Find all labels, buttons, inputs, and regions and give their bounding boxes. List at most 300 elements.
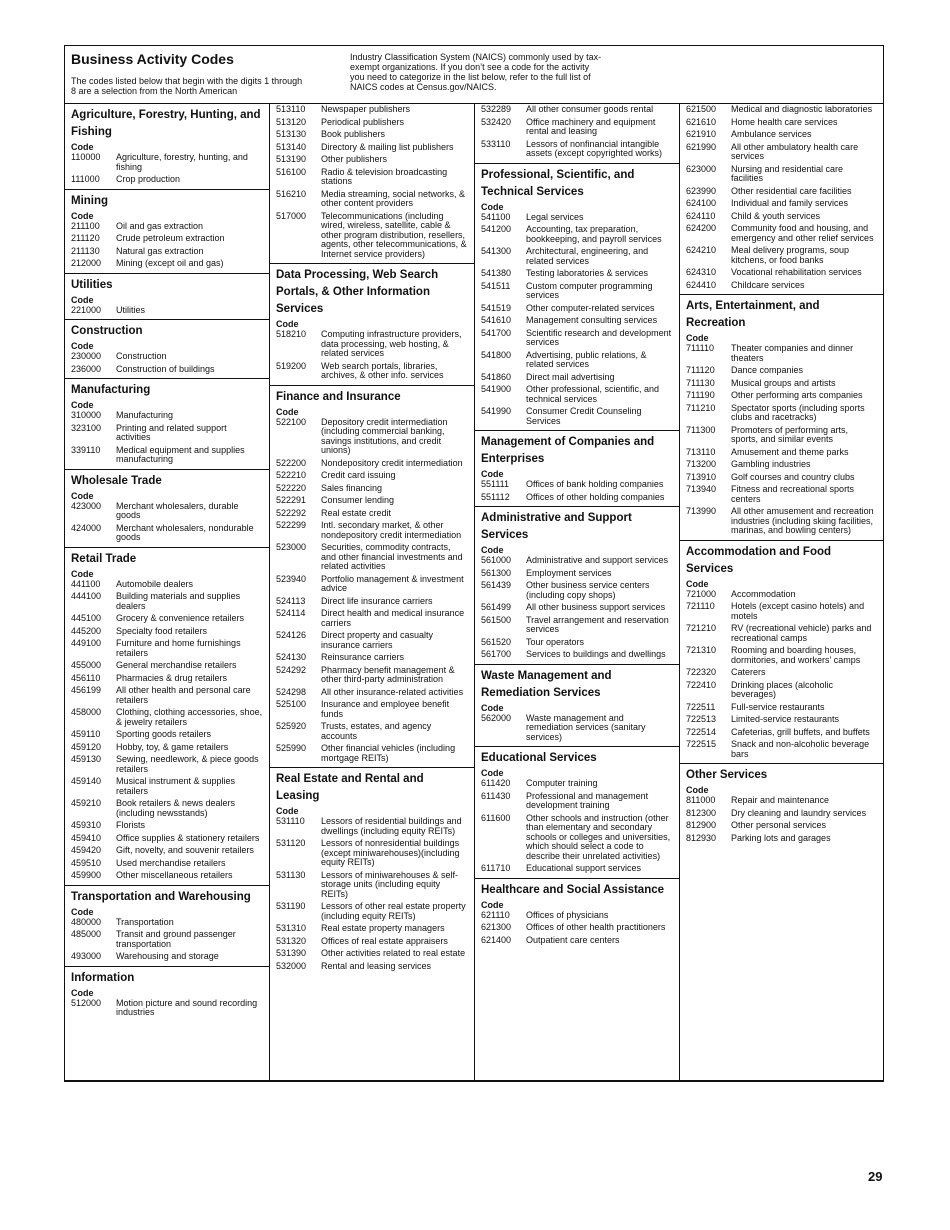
activity-description: All other amusement and recreation industries (including skiing facilities, marinas, and bowling centers) <box>731 506 874 535</box>
activity-description: Child & youth services <box>731 210 821 221</box>
naics-code: 445100 <box>71 613 102 623</box>
naics-code: 513140 <box>276 141 307 152</box>
activity-description: Administrative and support services <box>526 555 669 565</box>
activity-description: Offices of real estate appraisers <box>321 935 448 946</box>
code-row <box>686 224 877 243</box>
activity-description: Agriculture, forestry, hunting, and fishing <box>116 152 248 172</box>
naics-code: 541860 <box>481 371 512 382</box>
column-1 <box>65 103 270 1081</box>
code-row <box>481 140 673 159</box>
activity-description: Automobile dealers <box>116 578 194 589</box>
naics-code: 522292 <box>276 507 307 518</box>
code-row <box>276 143 468 153</box>
code-column-header: Code <box>481 545 504 555</box>
activity-description: Specialty food retailers <box>116 625 208 636</box>
column-2 <box>270 103 475 1081</box>
code-row <box>71 175 263 185</box>
code-row <box>276 817 468 836</box>
code-row <box>686 212 877 222</box>
activity-description: Parking lots and garages <box>731 832 831 843</box>
activity-description: Theater companies and dinner theaters <box>731 343 854 363</box>
naics-code: 531110 <box>276 816 305 826</box>
code-column-header: Code <box>71 987 94 998</box>
naics-code: 541380 <box>481 268 512 278</box>
activity-description: Transit and ground passenger transportation <box>116 929 236 949</box>
section-title: Waste Management and Remediation Services <box>481 669 612 699</box>
naics-code: 524292 <box>276 664 307 675</box>
naics-code: 611600 <box>481 812 511 823</box>
naics-code: 621610 <box>686 116 717 127</box>
naics-code: 230000 <box>71 351 102 361</box>
activity-description: Amusement and theme parks <box>731 446 849 457</box>
code-row <box>481 569 673 579</box>
section-title: Administrative and Support Services <box>481 512 632 541</box>
activity-description: All other business support services <box>526 602 666 612</box>
naics-code: 721310 <box>686 645 717 655</box>
activity-description: Periodical publishers <box>321 116 405 127</box>
activity-description: Direct property and casualty insurance carriers <box>321 630 434 650</box>
activity-description: Computer training <box>526 778 598 788</box>
code-row <box>276 362 468 381</box>
naics-code: 624110 <box>686 210 716 221</box>
code-row <box>481 493 673 503</box>
naics-code: 456110 <box>71 672 101 683</box>
code-column-header: Code <box>71 568 94 579</box>
naics-code: 493000 <box>71 951 102 961</box>
naics-code: 531320 <box>276 935 307 946</box>
activity-description: Consumer Credit Counseling Services <box>526 406 642 426</box>
activity-description: Direct mail advertising <box>526 371 615 382</box>
activity-description: Golf courses and country clubs <box>731 471 855 482</box>
naics-code: 444100 <box>71 591 102 601</box>
industry-section <box>475 430 679 506</box>
activity-description: Merchant wholesalers, durable goods <box>116 500 239 520</box>
naics-code: 533110 <box>481 138 511 149</box>
code-column-header: Code <box>71 906 94 917</box>
activity-description: Rental and leasing services <box>321 960 432 971</box>
activity-description: Directory & mailing list publishers <box>321 141 454 152</box>
activity-description: Media streaming, social networks, & other content providers <box>321 188 466 208</box>
code-row <box>686 668 877 678</box>
naics-code: 516210 <box>276 188 307 199</box>
naics-code: 541519 <box>481 302 512 313</box>
naics-code: 455000 <box>71 660 102 670</box>
naics-code: 713990 <box>686 506 717 516</box>
activity-description: Real estate property managers <box>321 923 445 933</box>
activity-description: Oil and gas extraction <box>116 220 204 231</box>
activity-description: Drinking places (alcoholic beverages) <box>731 679 834 699</box>
code-row <box>71 846 263 856</box>
code-row <box>481 118 673 137</box>
code-column-header: Code <box>276 406 299 417</box>
activity-description: Web search portals, libraries, archives, & other info. services <box>321 360 444 380</box>
activity-description: Telecommunications (including wired, wireless, satellite, cable & other program distribution, resellers, agents, other telecommunications, & Internet service providers) <box>321 210 467 259</box>
code-row <box>686 646 877 665</box>
section-title: Professional, Scientific, and Technical Services <box>481 168 635 198</box>
naics-code: 721000 <box>686 588 717 599</box>
code-row <box>276 653 468 663</box>
activity-description: Lessors of residential buildings and dwellings (including equity REITs) <box>321 816 462 836</box>
code-row <box>71 639 263 658</box>
code-row <box>481 407 673 426</box>
code-row <box>481 105 673 115</box>
code-row <box>481 936 673 946</box>
activity-description: Childcare services <box>731 279 805 290</box>
industry-section <box>65 189 269 273</box>
code-row <box>276 666 468 685</box>
naics-code: 624100 <box>686 198 717 208</box>
activity-description: Outpatient care centers <box>526 934 620 945</box>
code-column-header: Code <box>71 490 94 501</box>
code-row <box>276 871 468 900</box>
activity-description: General merchandise retailers <box>116 660 237 670</box>
activity-description: All other ambulatory health care services <box>731 141 859 161</box>
code-row <box>276 597 468 607</box>
code-row <box>71 859 263 869</box>
activity-description: Gambling industries <box>731 459 811 469</box>
activity-description: Cafeterias, grill buffets, and buffets <box>731 726 870 737</box>
code-row <box>71 153 263 172</box>
code-column-header: Code <box>481 201 504 212</box>
section-title: Healthcare and Social Assistance <box>481 883 665 896</box>
naics-code: 516100 <box>276 166 307 177</box>
code-row <box>71 834 263 844</box>
naics-code: 621300 <box>481 922 512 932</box>
activity-description: Vocational rehabilitation services <box>731 267 862 277</box>
code-row <box>686 391 877 401</box>
industry-section <box>270 767 474 975</box>
industry-section <box>65 273 269 320</box>
code-row <box>276 496 468 506</box>
code-row <box>686 602 877 621</box>
activity-description: Mining (except oil and gas) <box>116 258 224 268</box>
code-row <box>71 918 263 928</box>
naics-code: 221000 <box>71 304 102 315</box>
naics-code: 459130 <box>71 754 102 764</box>
naics-code: 524130 <box>276 652 307 662</box>
activity-description: Professional and management development training <box>526 790 649 810</box>
naics-code: 623000 <box>686 163 717 174</box>
activity-description: Printing and related support activities <box>116 422 227 442</box>
industry-section <box>475 878 679 950</box>
page-title: Business Activity Codes <box>71 51 234 67</box>
activity-description: Legal services <box>526 211 584 222</box>
code-row <box>686 246 877 265</box>
code-column-header: Code <box>481 768 504 778</box>
code-row <box>71 352 263 362</box>
code-row <box>71 743 263 753</box>
activity-description: Other publishers <box>321 154 388 164</box>
code-row <box>276 609 468 628</box>
code-column-header: Code <box>71 210 94 221</box>
industry-section <box>680 294 883 540</box>
section-title: Agriculture, Forestry, Hunting, and Fishing <box>71 109 261 138</box>
activity-description: Tour operators <box>526 636 585 647</box>
naics-code: 621910 <box>686 129 717 139</box>
code-row <box>481 480 673 490</box>
naics-code: 459310 <box>71 820 102 830</box>
code-row <box>686 404 877 423</box>
naics-code: 812930 <box>686 832 717 843</box>
code-row <box>276 924 468 934</box>
industry-section <box>475 506 679 664</box>
code-row <box>71 674 263 684</box>
code-row <box>276 155 468 165</box>
section-title: Mining <box>71 194 109 207</box>
naics-code: 713910 <box>686 471 717 482</box>
naics-code: 310000 <box>71 410 102 420</box>
code-row <box>276 839 468 868</box>
code-row <box>686 809 877 819</box>
naics-code: 449100 <box>71 638 102 648</box>
industry-section <box>65 966 269 1022</box>
activity-description: Other performing arts companies <box>731 390 863 400</box>
naics-code: 541800 <box>481 349 512 360</box>
activity-description: Grocery & convenience retailers <box>116 613 245 623</box>
code-row <box>276 105 468 115</box>
activity-description: Offices of other holding companies <box>526 491 665 502</box>
activity-description: Newspaper publishers <box>321 104 411 114</box>
activity-description: Dry cleaning and laundry services <box>731 807 867 818</box>
activity-description: Travel arrangement and reservation services <box>526 614 669 634</box>
naics-code: 541200 <box>481 224 512 234</box>
code-row <box>71 999 263 1018</box>
activity-description: Motion picture and sound recording industries <box>116 997 258 1017</box>
naics-code: 518210 <box>276 329 307 339</box>
code-row <box>71 930 263 949</box>
naics-code: 211130 <box>71 245 100 256</box>
activity-description: Employment services <box>526 567 612 578</box>
activity-description: Lessors of miniwarehouses & self-storage units (including equity REITs) <box>321 869 459 899</box>
activity-description: Full-service restaurants <box>731 701 825 712</box>
naics-code: 541610 <box>481 315 512 325</box>
naics-code: 424000 <box>71 522 102 533</box>
naics-code: 531310 <box>276 923 307 933</box>
naics-code: 541300 <box>481 246 512 256</box>
industry-section <box>475 163 679 431</box>
code-row <box>71 306 263 316</box>
industry-section <box>475 104 679 163</box>
activity-description: Musical groups and artists <box>731 377 836 388</box>
section-title: Information <box>71 971 135 984</box>
code-row <box>481 792 673 811</box>
activity-description: All other health and personal care retailers <box>116 685 251 705</box>
code-row <box>686 460 877 470</box>
naics-code: 812300 <box>686 807 717 818</box>
activity-description: Services to buildings and dwellings <box>526 649 666 659</box>
activity-description: Fitness and recreational sports centers <box>731 484 855 504</box>
naics-code: 513130 <box>276 129 307 139</box>
naics-code: 721110 <box>686 601 715 611</box>
section-title: Accommodation and Food Services <box>686 545 832 575</box>
activity-description: Educational support services <box>526 863 642 873</box>
naics-code: 524126 <box>276 630 307 640</box>
naics-code: 524114 <box>276 608 306 618</box>
code-column-header: Code <box>481 702 504 713</box>
code-row <box>276 212 468 260</box>
column-3 <box>475 103 680 1081</box>
activity-description: Other schools and instruction (other than elementary and secondary schools or colleges and universities, which should select a code to describe their unrelated activities) <box>526 812 671 861</box>
activity-description: Snack and non-alcoholic beverage bars <box>731 739 870 759</box>
code-row <box>481 304 673 314</box>
code-row <box>276 418 468 456</box>
activity-description: Accounting, tax preparation, bookkeeping, and payroll services <box>526 224 662 244</box>
code-row <box>71 592 263 611</box>
activity-description: Sales financing <box>321 482 383 493</box>
section-title: Finance and Insurance <box>276 390 401 403</box>
code-column-header: Code <box>481 469 504 479</box>
activity-description: Office machinery and equipment rental and leasing <box>526 116 656 136</box>
code-row <box>481 225 673 244</box>
naics-code: 713110 <box>686 446 716 457</box>
code-row <box>686 507 877 536</box>
code-row <box>71 730 263 740</box>
industry-section <box>680 763 883 847</box>
naics-code: 561499 <box>481 602 512 612</box>
naics-code: 339110 <box>71 444 101 455</box>
activity-description: Securities, commodity contracts, and other financial investments and related activities <box>321 542 463 571</box>
activity-description: Sewing, needlework, & piece goods retailers <box>116 754 259 774</box>
section-title: Management of Companies and Enterprises <box>481 436 655 465</box>
table-header <box>65 46 883 103</box>
industry-section <box>65 104 269 189</box>
code-row <box>276 937 468 947</box>
code-row <box>686 199 877 209</box>
activity-description: Caterers <box>731 667 766 677</box>
code-row <box>686 485 877 504</box>
activity-description: Dance companies <box>731 365 804 375</box>
naics-code: 524113 <box>276 595 306 606</box>
activity-description: Nondepository credit intermediation <box>321 457 463 468</box>
activity-description: Other residential care facilities <box>731 185 852 196</box>
activity-description: Ambulance services <box>731 129 812 139</box>
activity-description: Office supplies & stationery retailers <box>116 832 260 843</box>
naics-code: 110000 <box>71 152 101 162</box>
activity-description: Building materials and supplies dealers <box>116 591 241 611</box>
activity-description: Hotels (except casino hotels) and motels <box>731 601 865 621</box>
naics-code: 624210 <box>686 245 717 255</box>
naics-code: 621500 <box>686 104 717 114</box>
naics-code: 459510 <box>71 857 102 868</box>
activity-description: Manufacturing <box>116 410 174 420</box>
code-row <box>686 366 877 376</box>
naics-code: 711300 <box>686 424 716 435</box>
naics-code: 323100 <box>71 422 102 433</box>
industry-section <box>65 378 269 469</box>
naics-code: 541100 <box>481 211 511 222</box>
activity-description: Promoters of performing arts, sports, and similar events <box>731 424 849 444</box>
naics-code: 722320 <box>686 667 717 677</box>
code-row <box>686 130 877 140</box>
code-row <box>481 213 673 223</box>
activity-description: Other miscellaneous retailers <box>116 870 233 880</box>
naics-code: 722511 <box>686 701 716 712</box>
naics-code: 541700 <box>481 327 512 338</box>
naics-code: 561520 <box>481 636 512 647</box>
code-row <box>71 952 263 962</box>
page-number: 29 <box>868 1169 883 1184</box>
code-row <box>71 424 263 443</box>
naics-code: 551112 <box>481 491 510 502</box>
code-row <box>276 722 468 741</box>
activity-description: Direct life insurance carriers <box>321 595 433 606</box>
code-row <box>686 448 877 458</box>
activity-description: Nursing and residential care facilities <box>731 163 844 183</box>
naics-code: 812900 <box>686 820 717 830</box>
naics-code: 611430 <box>481 790 511 801</box>
naics-code: 523000 <box>276 542 307 552</box>
section-title: Other Services <box>686 769 768 781</box>
code-row <box>481 373 673 383</box>
code-row <box>481 650 673 660</box>
code-row <box>686 821 877 831</box>
code-row <box>481 385 673 404</box>
activity-description: Scientific research and development services <box>526 327 672 347</box>
naics-code: 541511 <box>481 280 511 291</box>
naics-code: 519200 <box>276 360 307 371</box>
code-row <box>686 834 877 844</box>
code-row <box>686 473 877 483</box>
activity-description: Insurance and employee benefit funds <box>321 699 450 719</box>
code-row <box>71 708 263 727</box>
activity-description: Lessors of nonfinancial intangible assets (except copyrighted works) <box>526 138 663 158</box>
code-row <box>71 580 263 590</box>
section-title: Manufacturing <box>71 384 151 396</box>
code-row <box>71 686 263 705</box>
industry-section <box>65 469 269 547</box>
naics-code: 531190 <box>276 901 306 911</box>
naics-code: 561700 <box>481 649 512 659</box>
activity-description: Limited-service restaurants <box>731 714 840 724</box>
code-row <box>481 714 673 743</box>
naics-code: 522210 <box>276 470 307 480</box>
naics-code: 445200 <box>71 625 102 636</box>
activity-description: Individual and family services <box>731 198 849 208</box>
naics-code: 111000 <box>71 174 100 184</box>
code-row <box>71 502 263 521</box>
industry-section <box>270 263 474 385</box>
code-row <box>481 603 673 613</box>
code-column-header: Code <box>71 341 94 351</box>
code-row <box>71 247 263 257</box>
code-row <box>481 316 673 326</box>
activity-description: Offices of other health practitioners <box>526 922 666 932</box>
code-row <box>276 949 468 959</box>
code-column-header: Code <box>481 899 504 910</box>
section-title: Educational Services <box>481 752 597 764</box>
code-row <box>481 616 673 635</box>
naics-code: 721210 <box>686 623 717 633</box>
code-column-header: Code <box>71 142 94 152</box>
code-row <box>71 871 263 881</box>
activity-description: Spectator sports (including sports clubs and racetracks) <box>731 402 865 422</box>
naics-code: 562000 <box>481 712 512 723</box>
intro-text-right: Industry Classification System (NAICS) commonly used by tax-exempt organizations. If you don’t see a code for the activity you need to categorize in the list below, refer to the full list of NAICS codes at Census.gov/NAICS. <box>350 52 602 92</box>
industry-section <box>475 664 679 747</box>
activity-description: Medical and diagnostic laboratories <box>731 104 873 114</box>
activity-description: Medical equipment and supplies manufacturing <box>116 444 245 464</box>
code-row <box>71 234 263 244</box>
code-row <box>686 624 877 643</box>
industry-section <box>65 319 269 378</box>
naics-code: 456199 <box>71 685 102 695</box>
code-row <box>481 779 673 789</box>
activity-description: Testing laboratories & services <box>526 268 649 278</box>
code-row <box>481 923 673 933</box>
naics-code: 211100 <box>71 220 100 231</box>
code-row <box>686 187 877 197</box>
naics-code: 711190 <box>686 390 715 400</box>
